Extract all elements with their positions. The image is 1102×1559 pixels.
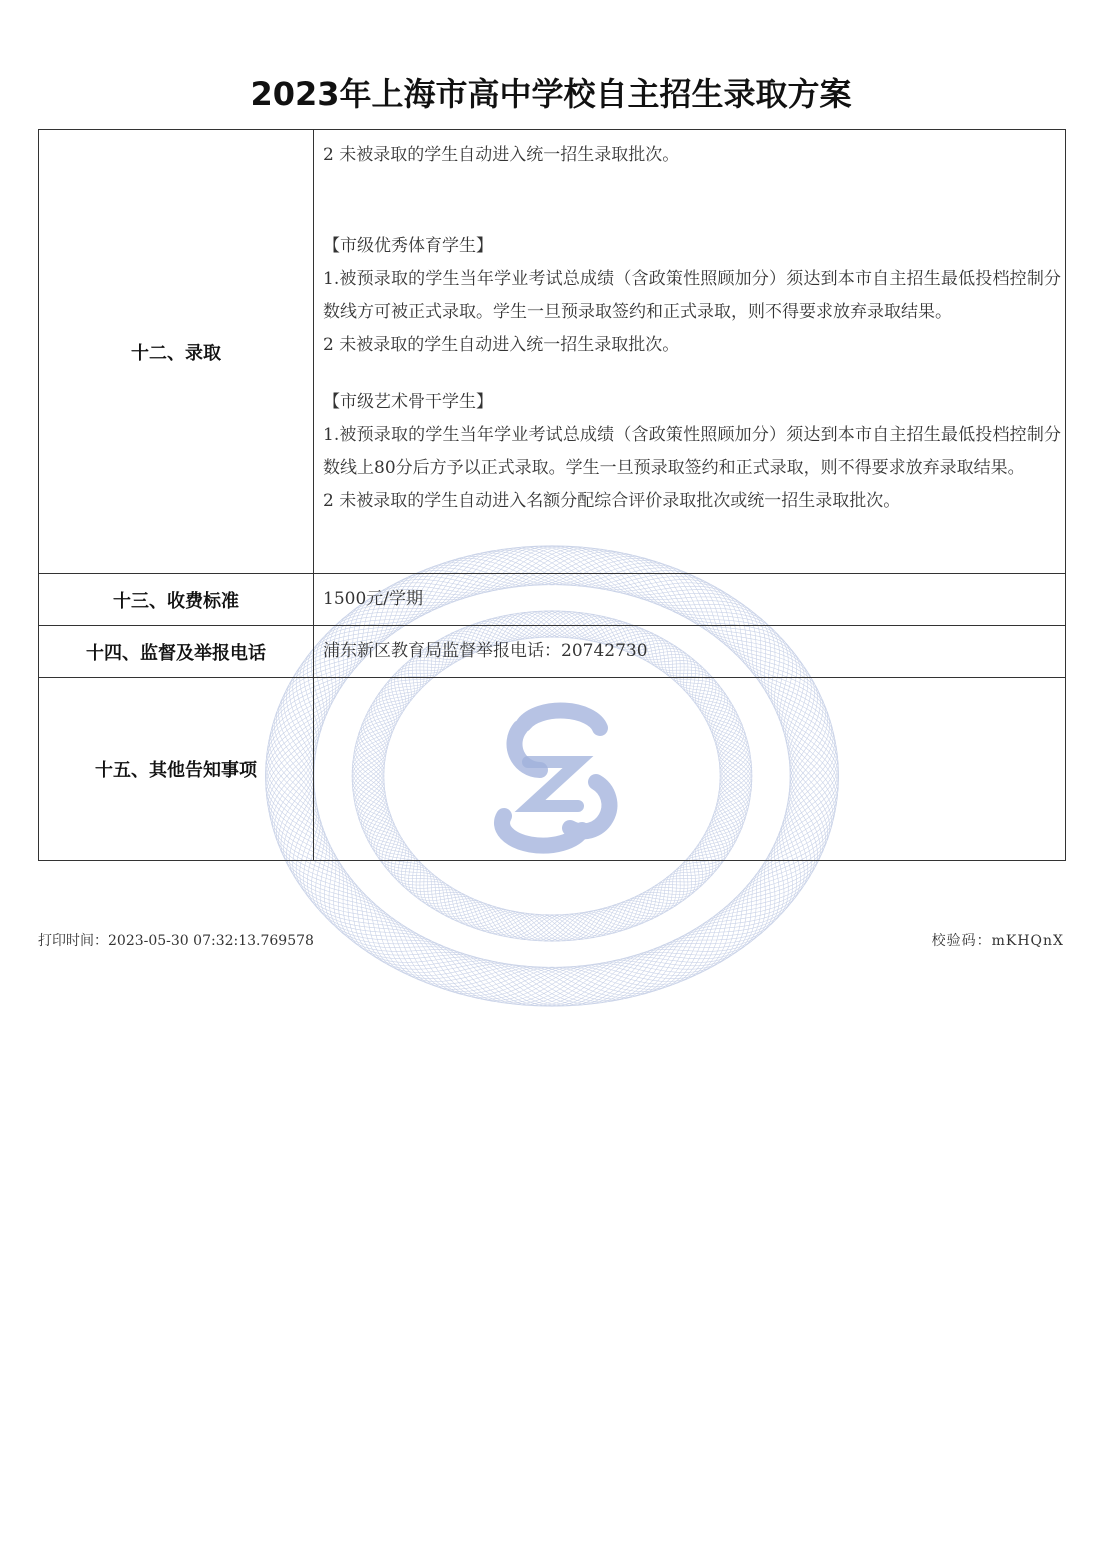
sports-item-1: 1.被预录取的学生当年学业考试总成绩（含政策性照顾加分）须达到本市自主招生最低投档控制分数线方可被正式录取。学生一旦预录取签约和正式录取，则不得要求放弃录取结果。 [323,269,1061,322]
arts-item-2: 2 未被录取的学生自动进入名额分配综合评价录取批次或统一招生录取批次。 [323,491,901,511]
row-label-admission: 十二、录取 [39,130,314,574]
table-row [39,678,1066,861]
row-label-other: 十五、其他告知事项 [39,678,314,861]
admission-content [314,130,1066,574]
sports-heading: 【市级优秀体育学生】 [323,236,493,256]
admission-intro-line: 2 未被录取的学生自动进入统一招生录取批次。 [323,145,680,165]
page-title: 2023年上海市高中学校自主招生录取方案 [250,75,852,113]
table-row [39,574,1066,626]
sports-item-2: 2 未被录取的学生自动进入统一招生录取批次。 [323,335,680,355]
check-code: 校验码：mKHQnX [931,933,1064,949]
row-label-report: 十四、监督及举报电话 [39,626,314,678]
arts-heading: 【市级艺术骨干学生】 [323,392,493,412]
other-notice-value [314,678,1066,861]
fee-value: 1500元/学期 [314,574,1066,626]
table-row [39,130,1066,574]
report-phone-value: 浦东新区教育局监督举报电话：20742730 [314,626,1066,678]
table-row [39,626,1066,678]
print-time: 打印时间：2023-05-30 07:32:13.769578 [38,933,314,949]
admission-plan-table [38,129,1066,861]
row-label-fee: 十三、收费标准 [39,574,314,626]
arts-item-1: 1.被预录取的学生当年学业考试总成绩（含政策性照顾加分）须达到本市自主招生最低投档控制分数线上80分后方予以正式录取。学生一旦预录取签约和正式录取，则不得要求放弃录取结果。 [323,425,1061,478]
